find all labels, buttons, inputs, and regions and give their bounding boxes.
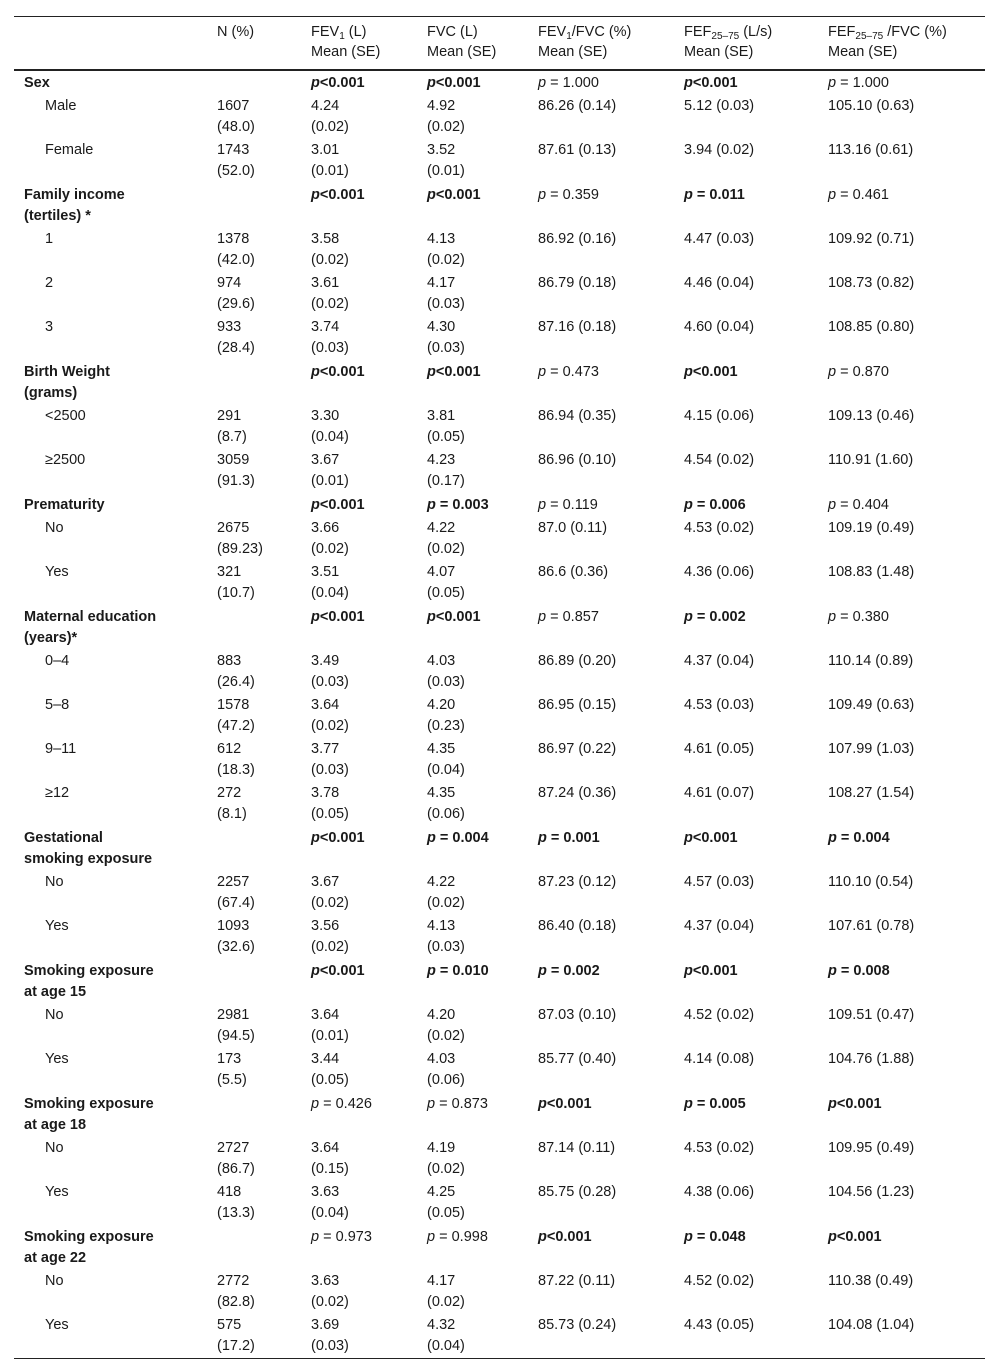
fvc-value: 3.52 (0.01)	[427, 142, 465, 179]
fef-value: 5.12 (0.03)	[684, 98, 755, 114]
fev1-fvc-value: 86.95 (0.15)	[538, 697, 617, 713]
fvc-value: 4.07 (0.05)	[427, 564, 465, 601]
table-row	[14, 1137, 985, 1181]
n-percent: 3059 (91.3)	[217, 452, 255, 489]
fev1-fvc-value: 87.22 (0.11)	[538, 1273, 616, 1289]
fef-value: 4.37 (0.04)	[684, 653, 755, 669]
table-row	[14, 405, 985, 449]
fev1-value: 4.24 (0.02)	[311, 98, 349, 135]
fvc-value: 3.81 (0.05)	[427, 408, 465, 445]
row-label: 2	[45, 275, 54, 291]
p-value: p = 0.004	[427, 830, 489, 846]
fvc-value: 4.92 (0.02)	[427, 98, 465, 135]
fef-fvc-value: 109.13 (0.46)	[828, 408, 915, 424]
fev1-fvc-value: 85.73 (0.24)	[538, 1317, 617, 1333]
fev1-value: 3.51 (0.04)	[311, 564, 349, 601]
p-value: p<0.001	[427, 364, 481, 380]
table-row	[14, 139, 985, 183]
fef-value: 4.36 (0.06)	[684, 564, 755, 580]
n-percent: 1093 (32.6)	[217, 918, 255, 955]
fev1-fvc-value: 87.14 (0.11)	[538, 1140, 616, 1156]
fvc-value: 4.03 (0.06)	[427, 1051, 465, 1088]
group-row	[14, 605, 985, 650]
fev1-fvc-value: 85.77 (0.40)	[538, 1051, 617, 1067]
p-value: p<0.001	[828, 1096, 882, 1112]
header-fef: $FEF_{25-75}$ (L/s) Mean (SE)	[684, 24, 773, 60]
p-value: p<0.001	[311, 609, 365, 625]
fev1-value: 3.63 (0.02)	[311, 1273, 349, 1310]
fev1-fvc-value: 86.89 (0.20)	[538, 653, 617, 669]
p-value: p<0.001	[427, 75, 481, 91]
fev1-fvc-value: 87.23 (0.12)	[538, 874, 617, 890]
fef-value: 4.14 (0.08)	[684, 1051, 755, 1067]
n-percent: 272 (8.1)	[217, 785, 247, 822]
fvc-value: 4.13 (0.03)	[427, 918, 465, 955]
fvc-value: 4.20 (0.02)	[427, 1007, 465, 1044]
n-percent: 2772 (82.8)	[217, 1273, 255, 1310]
table-row	[14, 517, 985, 561]
group-row	[14, 1092, 985, 1137]
n-percent: 612 (18.3)	[217, 741, 255, 778]
p-value: p<0.001	[311, 364, 365, 380]
p-value: p<0.001	[311, 187, 365, 203]
fef-fvc-value: 113.16 (0.61)	[828, 142, 914, 158]
table-row	[14, 228, 985, 272]
fev1-fvc-value: 87.24 (0.36)	[538, 785, 617, 801]
p-value: p<0.001	[684, 75, 738, 91]
row-label: Yes	[45, 1184, 69, 1200]
fef-value: 4.61 (0.07)	[684, 785, 755, 801]
group-label: Family income (tertiles) *	[24, 187, 125, 224]
table-row	[14, 449, 985, 493]
row-label: ≥2500	[45, 452, 86, 468]
p-value: p = 0.973	[311, 1229, 372, 1245]
group-row	[14, 70, 985, 95]
row-label: 9–11	[45, 741, 77, 757]
fev1-value: 3.69 (0.03)	[311, 1317, 349, 1354]
p-value: p = 0.010	[427, 963, 489, 979]
p-value: p = 0.426	[311, 1096, 372, 1112]
fev1-fvc-value: 86.94 (0.35)	[538, 408, 617, 424]
group-label: Birth Weight (grams)	[24, 364, 110, 401]
fev1-fvc-value: 87.0 (0.11)	[538, 520, 608, 536]
fvc-value: 4.13 (0.02)	[427, 231, 465, 268]
fvc-value: 4.22 (0.02)	[427, 874, 465, 911]
fef-fvc-value: 110.38 (0.49)	[828, 1273, 914, 1289]
n-percent: 173 (5.5)	[217, 1051, 247, 1088]
p-value: p = 0.003	[427, 497, 489, 513]
fev1-value: 3.01 (0.01)	[311, 142, 349, 179]
fef-fvc-value: 109.19 (0.49)	[828, 520, 915, 536]
p-value: p = 0.473	[538, 364, 599, 380]
row-label: No	[45, 1007, 64, 1023]
p-value: p = 0.002	[538, 963, 600, 979]
p-value: p = 0.873	[427, 1096, 488, 1112]
n-percent: 321 (10.7)	[217, 564, 255, 601]
n-percent: 1743 (52.0)	[217, 142, 255, 179]
fev1-value: 3.64 (0.15)	[311, 1140, 349, 1177]
group-row	[14, 183, 985, 228]
row-label: Yes	[45, 1317, 69, 1333]
fef-fvc-value: 108.83 (1.48)	[828, 564, 915, 580]
fev1-fvc-value: 86.40 (0.18)	[538, 918, 617, 934]
fef-value: 4.15 (0.06)	[684, 408, 755, 424]
fev1-value: 3.66 (0.02)	[311, 520, 349, 557]
header-variable	[14, 17, 207, 71]
header-fef-fvc: $FEF_{25-75}$ /FVC (%) Mean (SE)	[828, 24, 947, 60]
fev1-value: 3.64 (0.01)	[311, 1007, 349, 1044]
fev1-value: 3.61 (0.02)	[311, 275, 349, 312]
table-container	[14, 16, 985, 1359]
fef-fvc-value: 109.51 (0.47)	[828, 1007, 915, 1023]
fef-fvc-value: 107.99 (1.03)	[828, 741, 915, 757]
n-percent: 291 (8.7)	[217, 408, 247, 445]
p-value: p = 0.005	[684, 1096, 746, 1112]
fef-fvc-value: 108.73 (0.82)	[828, 275, 915, 291]
table-row	[14, 1270, 985, 1314]
table-row	[14, 1314, 985, 1359]
fev1-value: 3.49 (0.03)	[311, 653, 349, 690]
row-label: 3	[45, 319, 54, 335]
group-label: Smoking exposure at age 15	[24, 963, 154, 1000]
fev1-value: 3.74 (0.03)	[311, 319, 349, 356]
group-label: Smoking exposure at age 22	[24, 1229, 154, 1266]
fef-fvc-value: 110.10 (0.54)	[828, 874, 914, 890]
fvc-value: 4.30 (0.03)	[427, 319, 465, 356]
fvc-value: 4.35 (0.04)	[427, 741, 465, 778]
row-label: Male	[45, 98, 77, 114]
fvc-value: 4.19 (0.02)	[427, 1140, 465, 1177]
fef-fvc-value: 109.95 (0.49)	[828, 1140, 915, 1156]
fef-value: 4.52 (0.02)	[684, 1007, 755, 1023]
row-label: 0–4	[45, 653, 70, 669]
table-row	[14, 871, 985, 915]
p-value: p = 0.870	[828, 364, 889, 380]
fvc-value: 4.35 (0.06)	[427, 785, 465, 822]
p-value: p = 0.857	[538, 609, 599, 625]
table-row	[14, 561, 985, 605]
n-percent: 2257 (67.4)	[217, 874, 255, 911]
n-percent: 2675 (89.23)	[217, 520, 263, 557]
p-value: p = 1.000	[538, 75, 599, 91]
fef-fvc-value: 110.91 (1.60)	[828, 452, 914, 468]
row-label: Yes	[45, 1051, 69, 1067]
fef-fvc-value: 104.76 (1.88)	[828, 1051, 915, 1067]
p-value: p<0.001	[427, 609, 481, 625]
fev1-value: 3.44 (0.05)	[311, 1051, 349, 1088]
fvc-value: 4.17 (0.03)	[427, 275, 465, 312]
fef-value: 4.38 (0.06)	[684, 1184, 755, 1200]
fef-value: 4.57 (0.03)	[684, 874, 755, 890]
table-row	[14, 316, 985, 360]
fev1-value: 3.64 (0.02)	[311, 697, 349, 734]
p-value: p<0.001	[311, 963, 365, 979]
fvc-value: 4.03 (0.03)	[427, 653, 465, 690]
p-value: p = 0.998	[427, 1229, 488, 1245]
row-label: No	[45, 1140, 64, 1156]
row-label: <2500	[45, 408, 86, 424]
p-value: p = 0.119	[538, 497, 598, 513]
fef-fvc-value: 110.14 (0.89)	[828, 653, 914, 669]
n-percent: 1378 (42.0)	[217, 231, 255, 268]
fev1-fvc-value: 87.61 (0.13)	[538, 142, 617, 158]
fef-fvc-value: 108.27 (1.54)	[828, 785, 915, 801]
row-label: Female	[45, 142, 94, 158]
fev1-fvc-value: 86.79 (0.18)	[538, 275, 617, 291]
header-fev1-fvc: $FEV_1$/FVC (%) Mean (SE)	[538, 24, 632, 60]
n-percent: 575 (17.2)	[217, 1317, 255, 1354]
p-value: p<0.001	[828, 1229, 882, 1245]
row-label: No	[45, 520, 64, 536]
fev1-fvc-value: 85.75 (0.28)	[538, 1184, 617, 1200]
fev1-value: 3.67 (0.01)	[311, 452, 349, 489]
fev1-fvc-value: 87.03 (0.10)	[538, 1007, 617, 1023]
lung-function-table	[14, 16, 985, 1359]
p-value: p = 0.048	[684, 1229, 746, 1245]
n-percent: 2981 (94.5)	[217, 1007, 255, 1044]
fev1-fvc-value: 86.6 (0.36)	[538, 564, 609, 580]
fvc-value: 4.32 (0.04)	[427, 1317, 465, 1354]
row-label: ≥12	[45, 785, 70, 801]
p-value: p = 0.380	[828, 609, 889, 625]
p-value: p = 0.006	[684, 497, 746, 513]
table-row	[14, 1181, 985, 1225]
fev1-fvc-value: 86.97 (0.22)	[538, 741, 617, 757]
group-row	[14, 360, 985, 405]
fev1-value: 3.78 (0.05)	[311, 785, 349, 822]
fvc-value: 4.20 (0.23)	[427, 697, 465, 734]
p-value: p<0.001	[311, 75, 365, 91]
row-label: Yes	[45, 918, 69, 934]
group-label: Sex	[24, 75, 50, 91]
header-fev1: $FEV_1$ (L) Mean (SE)	[311, 24, 381, 60]
fev1-value: 3.63 (0.04)	[311, 1184, 349, 1221]
p-value: p<0.001	[311, 830, 365, 846]
fev1-fvc-value: 86.96 (0.10)	[538, 452, 617, 468]
fef-value: 4.61 (0.05)	[684, 741, 755, 757]
fef-value: 3.94 (0.02)	[684, 142, 755, 158]
p-value: p<0.001	[684, 364, 738, 380]
row-label: No	[45, 1273, 64, 1289]
fef-value: 4.53 (0.02)	[684, 520, 755, 536]
p-value: p = 0.461	[828, 187, 889, 203]
row-label: Yes	[45, 564, 69, 580]
fev1-value: 3.56 (0.02)	[311, 918, 349, 955]
fef-value: 4.52 (0.02)	[684, 1273, 755, 1289]
fev1-value: 3.30 (0.04)	[311, 408, 349, 445]
n-percent: 2727 (86.7)	[217, 1140, 255, 1177]
group-row	[14, 959, 985, 1004]
header-fvc: FVC (L) Mean (SE)	[427, 24, 497, 60]
table-header	[14, 17, 985, 71]
fef-value: 4.60 (0.04)	[684, 319, 755, 335]
fef-value: 4.53 (0.02)	[684, 1140, 755, 1156]
row-label: 1	[45, 231, 54, 247]
n-percent: 1607 (48.0)	[217, 98, 255, 135]
p-value: p = 0.001	[538, 830, 600, 846]
n-percent: 883 (26.4)	[217, 653, 255, 690]
fef-value: 4.54 (0.02)	[684, 452, 755, 468]
table-body	[14, 70, 985, 1359]
table-row	[14, 915, 985, 959]
p-value: p = 0.404	[828, 497, 889, 513]
fef-value: 4.46 (0.04)	[684, 275, 755, 291]
group-label: Gestational smoking exposure	[24, 830, 153, 867]
table-row	[14, 1048, 985, 1092]
table-row	[14, 272, 985, 316]
p-value: p<0.001	[538, 1096, 592, 1112]
fvc-value: 4.22 (0.02)	[427, 520, 465, 557]
header-row	[14, 17, 985, 71]
group-label: Smoking exposure at age 18	[24, 1096, 154, 1133]
fef-fvc-value: 104.56 (1.23)	[828, 1184, 915, 1200]
fef-value: 4.43 (0.05)	[684, 1317, 755, 1333]
n-percent: 1578 (47.2)	[217, 697, 255, 734]
fvc-value: 4.23 (0.17)	[427, 452, 465, 489]
p-value: p<0.001	[684, 830, 738, 846]
p-value: p<0.001	[311, 497, 365, 513]
fev1-value: 3.58 (0.02)	[311, 231, 349, 268]
fvc-value: 4.25 (0.05)	[427, 1184, 465, 1221]
fef-value: 4.37 (0.04)	[684, 918, 755, 934]
fev1-value: 3.77 (0.03)	[311, 741, 349, 778]
n-percent: 974 (29.6)	[217, 275, 255, 312]
table-row	[14, 782, 985, 826]
fef-fvc-value: 108.85 (0.80)	[828, 319, 915, 335]
fef-fvc-value: 105.10 (0.63)	[828, 98, 915, 114]
group-label: Maternal education (years)*	[24, 609, 157, 646]
p-value: p<0.001	[427, 187, 481, 203]
p-value: p = 0.359	[538, 187, 599, 203]
group-row	[14, 1225, 985, 1270]
p-value: p<0.001	[538, 1229, 592, 1245]
fef-value: 4.53 (0.03)	[684, 697, 755, 713]
table-row	[14, 738, 985, 782]
fef-fvc-value: 104.08 (1.04)	[828, 1317, 915, 1333]
p-value: p<0.001	[684, 963, 738, 979]
n-percent: 418 (13.3)	[217, 1184, 255, 1221]
group-row	[14, 826, 985, 871]
p-value: p = 0.011	[684, 187, 745, 203]
fev1-fvc-value: 86.26 (0.14)	[538, 98, 617, 114]
header-n: N (%)	[217, 24, 255, 40]
fev1-fvc-value: 86.92 (0.16)	[538, 231, 617, 247]
fvc-value: 4.17 (0.02)	[427, 1273, 465, 1310]
fef-fvc-value: 109.49 (0.63)	[828, 697, 915, 713]
row-label: 5–8	[45, 697, 70, 713]
p-value: p = 0.004	[828, 830, 890, 846]
group-label: Prematurity	[24, 497, 105, 513]
fev1-fvc-value: 87.16 (0.18)	[538, 319, 617, 335]
group-row	[14, 493, 985, 517]
p-value: p = 0.002	[684, 609, 746, 625]
n-percent: 933 (28.4)	[217, 319, 255, 356]
p-value: p = 0.008	[828, 963, 890, 979]
fef-value: 4.47 (0.03)	[684, 231, 755, 247]
p-value: p = 1.000	[828, 75, 889, 91]
fev1-value: 3.67 (0.02)	[311, 874, 349, 911]
table-row	[14, 1004, 985, 1048]
row-label: No	[45, 874, 64, 890]
fef-fvc-value: 107.61 (0.78)	[828, 918, 915, 934]
table-row	[14, 694, 985, 738]
fef-fvc-value: 109.92 (0.71)	[828, 231, 915, 247]
table-row	[14, 650, 985, 694]
table-row	[14, 95, 985, 139]
